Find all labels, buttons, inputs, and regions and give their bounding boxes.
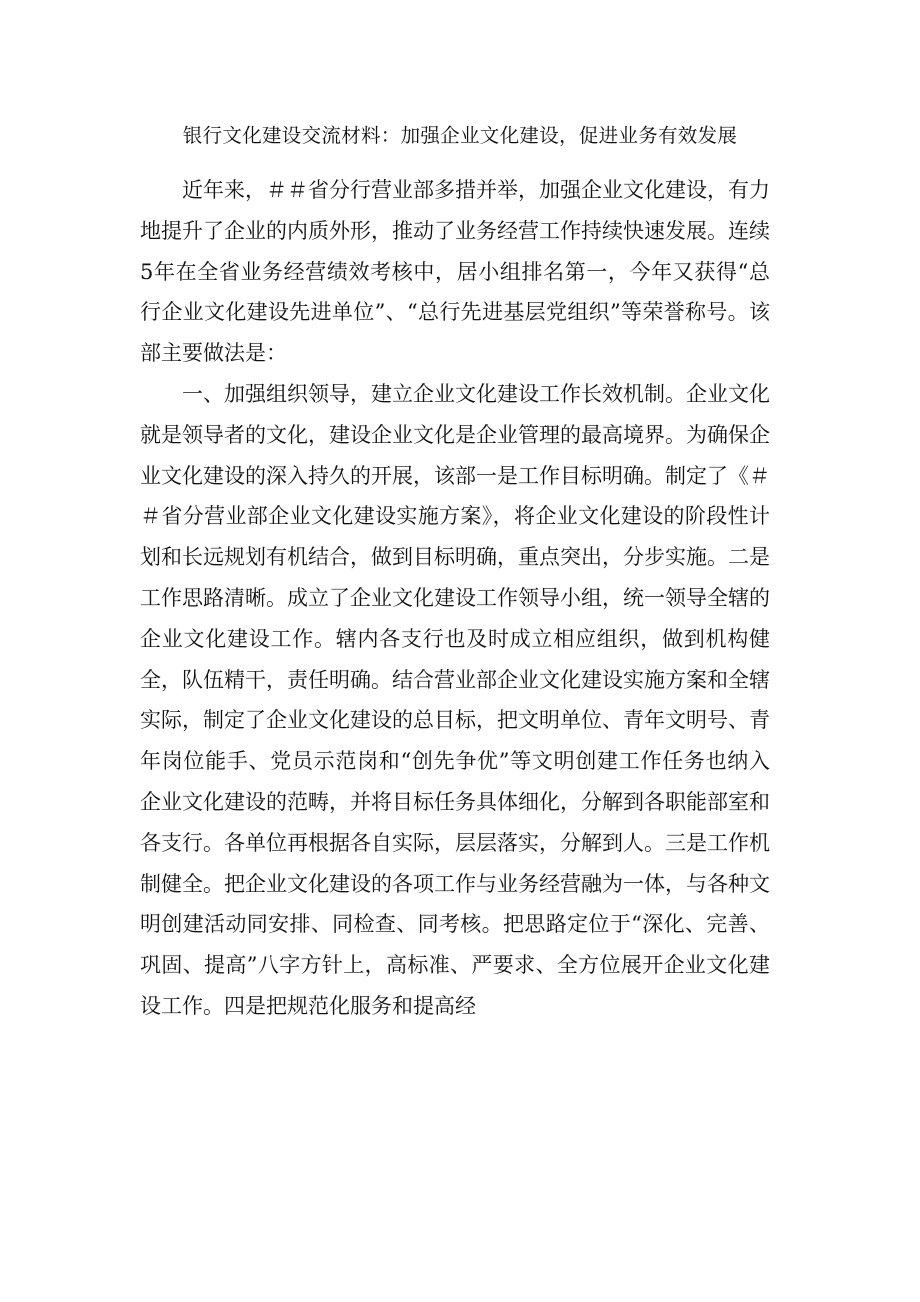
document-title: 银行文化建设交流材料：加强企业文化建设，促进业务有效发展 [182, 124, 738, 147]
paragraph-section-one: 一、加强组织领导，建立企业文化建设工作长效机制。企业文化就是领导者的文化，建设企业文化是企业管理的最高境界。为确保企业文化建设的深入持久的开展，该部一是工作目标明确。制定了《＃＃省分营业部企业文化建设实施方案》，将企业文化建设的阶段性计划和长远规划有机结合，做到目标明确，重点突出，分步实施。二是工作思路清晰。成立了企业文化建设工作领导小组，统一领导全辖的企业文化建设工作。辖内各支行也及时成立相应组织，做到机构健全，队伍精干，责任明确。结合营业部企业文化建设实施方案和全辖实际，制定了企业文化建设的总目标，把文明单位、青年文明号、青年岗位能手、党员示范岗和“创先争优”等文明创建工作任务也纳入企业文化建设的范畴，并将目标任务具体细化，分解到各职能部室和各支行。各单位再根据各自实际，层层落实，分解到人。三是工作机制健全。把企业文化建设的各项工作与业务经营融为一体，与各种文明创建活动同安排、同检查、同考核。把思路定位于“深化、完善、巩固、提高”八字方针上，高标准、严要求、全方位展开企业文化建设工作。四是把规范化服务和提高经 [140, 381, 770, 1018]
document-body [140, 170, 770, 1027]
paragraph-intro: 近年来，＃＃省分行营业部多措并举，加强企业文化建设，有力地提升了企业的内质外形，推动了业务经营工作持续快速发展。连续5年在全省业务经营绩效考核中，居小组排名第一，今年又获得“总行企业文化建设先进单位”、“总行先进基层党组织”等荣誉称号。该部主要做法是： [140, 178, 770, 366]
